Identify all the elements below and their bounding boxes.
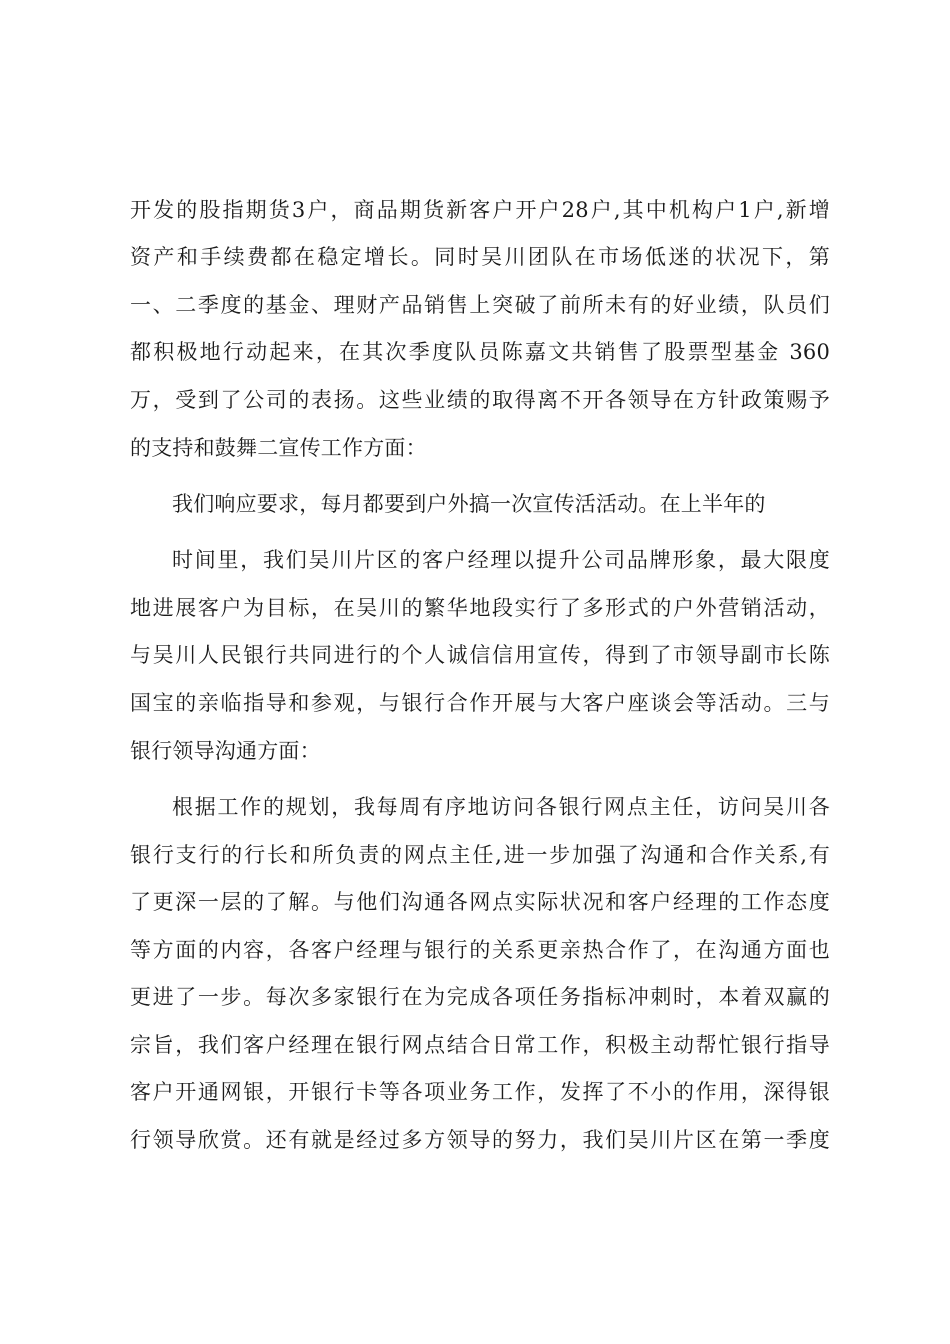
- text-line: 一、二季度的基金、理财产品销售上突破了前所未有的好业绩，队员们: [130, 293, 830, 317]
- text-line: 银行支行的行长和所负责的网点主任,进一步加强了沟通和合作关系,有: [130, 843, 830, 867]
- paragraph-first-line: 时间里，我们吴川片区的客户经理以提升公司品牌形象，最大限度: [172, 548, 830, 572]
- paragraph-first-line: 根据工作的规划，我每周有序地访问各银行网点主任，访问吴川各: [172, 795, 830, 819]
- text-line: 银行领导沟通方面：: [130, 739, 321, 763]
- text-line: 开发的股指期货3户，商品期货新客户开户28户,其中机构户1户,新增: [130, 198, 830, 222]
- text-line: 行领导欣赏。还有就是经过多方领导的努力，我们吴川片区在第一季度: [130, 1128, 830, 1152]
- text-line: 客户开通网银，开银行卡等各项业务工作，发挥了不小的作用，深得银: [130, 1080, 830, 1104]
- text-line: 等方面的内容，各客户经理与银行的关系更亲热合作了，在沟通方面也: [130, 938, 830, 962]
- text-line: 国宝的亲临指导和参观，与银行合作开展与大客户座谈会等活动。三与: [130, 691, 830, 715]
- text-line: 都积极地行动起来，在其次季度队员陈嘉文共销售了股票型基金 360: [130, 340, 830, 364]
- text-line: 资产和手续费都在稳定增长。同时吴川团队在市场低迷的状况下，第: [130, 245, 830, 269]
- text-line: 地进展客户为目标，在吴川的繁华地段实行了多形式的户外营销活动，: [130, 596, 830, 620]
- text-line: 与吴川人民银行共同进行的个人诚信信用宣传，得到了市领导副市长陈: [130, 643, 830, 667]
- text-line: 万，受到了公司的表扬。这些业绩的取得离不开各领导在方针政策赐予: [130, 388, 830, 412]
- text-line: 的支持和鼓舞二宣传工作方面：: [130, 436, 427, 460]
- text-line: 了更深一层的了解。与他们沟通各网点实际状况和客户经理的工作态度: [130, 890, 830, 914]
- text-line: 更进了一步。每次多家银行在为完成各项任务指标冲刺时，本着双赢的: [130, 985, 830, 1009]
- text-line: 宗旨，我们客户经理在银行网点结合日常工作，积极主动帮忙银行指导: [130, 1033, 830, 1057]
- paragraph-first-line: 我们响应要求，每月都要到户外搞一次宣传活活动。在上半年的: [172, 492, 766, 516]
